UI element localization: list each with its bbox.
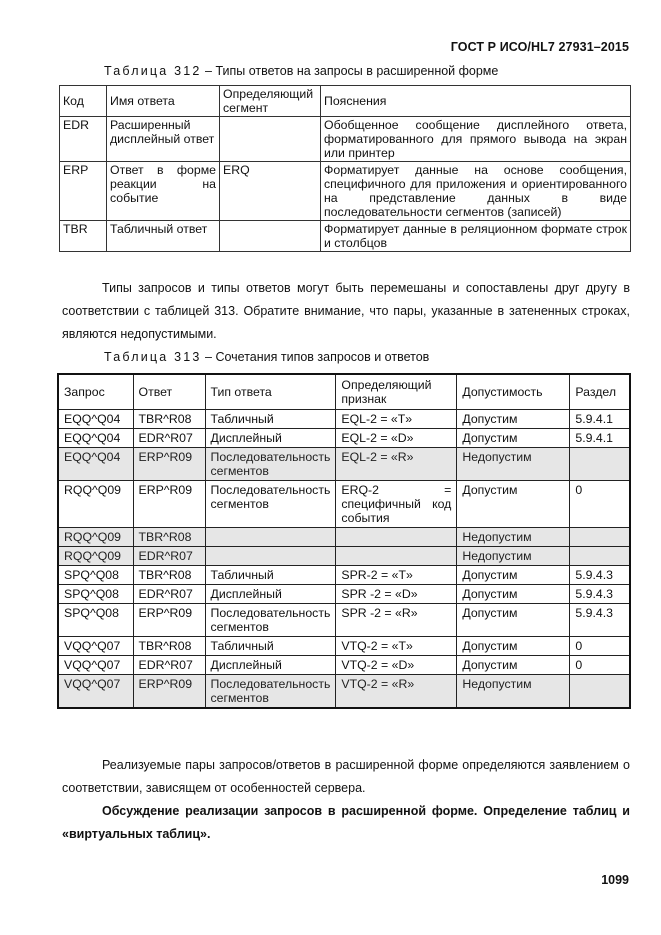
validity-cell: Допустим <box>457 410 570 429</box>
section-cell: 5.9.4.1 <box>570 410 630 429</box>
response-cell: EDR^R07 <box>133 547 205 566</box>
table-313-header-row <box>58 374 630 410</box>
paragraph-3-text: Обсуждение реализации запросов в расширенной форме. Определение таблиц и «виртуальных таблиц». <box>62 804 630 841</box>
table-312-header-row <box>60 86 631 117</box>
response-cell: EDR^R07 <box>133 656 205 675</box>
response-type-cell <box>205 547 336 566</box>
response-cell: EDR^R07 <box>133 585 205 604</box>
query-cell: SPQ^Q08 <box>58 566 133 585</box>
response-cell: EDR^R07 <box>133 429 205 448</box>
defining-feature-cell: SPR-2 = «T» <box>336 566 457 585</box>
name-cell: Ответ в форме реакции на событие <box>107 162 220 221</box>
section-cell: 5.9.4.3 <box>570 604 630 637</box>
response-type-cell: Последовательность сегментов <box>205 675 336 709</box>
validity-cell: Недопустим <box>457 448 570 481</box>
response-type-cell: Табличный <box>205 566 336 585</box>
table-313-caption-dash: – <box>201 350 216 364</box>
document-header: ГОСТ Р ИСО/HL7 27931–2015 <box>450 40 629 54</box>
table-row <box>58 410 630 429</box>
validity-cell: Допустим <box>457 637 570 656</box>
validity-cell: Допустим <box>457 481 570 528</box>
response-type-cell: Табличный <box>205 410 336 429</box>
query-cell: RQQ^Q09 <box>58 547 133 566</box>
table-row <box>58 585 630 604</box>
query-cell: VQQ^Q07 <box>58 637 133 656</box>
header-cell: Тип ответа <box>205 374 336 410</box>
page-number: 1099 <box>601 873 629 887</box>
table-313-caption-title: Сочетания типов запросов и ответов <box>215 350 430 364</box>
table-row <box>58 448 630 481</box>
table-313-caption-label: Таблица 313 <box>104 350 202 364</box>
table-312-caption-dash: – <box>201 64 216 78</box>
defining-feature-cell <box>336 547 457 566</box>
section-cell: 0 <box>570 481 630 528</box>
validity-cell: Допустим <box>457 656 570 675</box>
table-312-caption-title: Типы ответов на запросы в расширенной форме <box>215 64 499 78</box>
header-cell: Запрос <box>58 374 133 410</box>
section-cell <box>570 675 630 709</box>
code-cell: TBR <box>60 221 107 252</box>
paragraph-2-text: Реализуемые пары запросов/ответов в расширенной форме определяются заявлением о соответствии, зависящем от особенностей сервера. <box>62 758 630 795</box>
query-cell: VQQ^Q07 <box>58 675 133 709</box>
query-cell: RQQ^Q09 <box>58 481 133 528</box>
header-cell: Пояснения <box>321 86 631 117</box>
name-cell: Расширенный дисплейный ответ <box>107 117 220 162</box>
explanation-cell: Форматирует данные в реляционном формате строк и столбцов <box>321 221 631 252</box>
response-type-cell: Последовательность сегментов <box>205 604 336 637</box>
response-cell: ERP^R09 <box>133 448 205 481</box>
response-type-cell: Последовательность сегментов <box>205 448 336 481</box>
validity-cell: Допустим <box>457 585 570 604</box>
defining-feature-cell: SPR -2 = «R» <box>336 604 457 637</box>
response-cell: TBR^R08 <box>133 637 205 656</box>
query-cell: SPQ^Q08 <box>58 585 133 604</box>
query-cell: VQQ^Q07 <box>58 656 133 675</box>
table-313 <box>57 373 631 709</box>
defining-feature-cell: EQL-2 = «D» <box>336 429 457 448</box>
response-type-cell: Дисплейный <box>205 585 336 604</box>
table-row <box>58 481 630 528</box>
defining-feature-cell: SPR -2 = «D» <box>336 585 457 604</box>
table-row <box>58 528 630 547</box>
response-cell: ERP^R09 <box>133 675 205 709</box>
header-cell: Допустимость <box>457 374 570 410</box>
section-cell: 5.9.4.3 <box>570 566 630 585</box>
header-cell: Ответ <box>133 374 205 410</box>
paragraph-2 <box>62 754 630 800</box>
paragraph-1 <box>62 277 630 346</box>
explanation-cell: Форматирует данные на основе сообщения, специфичного для приложения и ориентированного на представление данных в виде последовательности сегментов (записей) <box>321 162 631 221</box>
defining-feature-cell: EQL-2 = «R» <box>336 448 457 481</box>
segment-cell <box>220 117 321 162</box>
header-cell: Раздел <box>570 374 630 410</box>
response-type-cell: Дисплейный <box>205 656 336 675</box>
name-cell: Табличный ответ <box>107 221 220 252</box>
section-cell: 0 <box>570 656 630 675</box>
header-cell: Определяющий сегмент <box>220 86 321 117</box>
validity-cell: Недопустим <box>457 547 570 566</box>
header-cell: Определяющий признак <box>336 374 457 410</box>
table-row <box>58 566 630 585</box>
response-cell: TBR^R08 <box>133 566 205 585</box>
code-cell: EDR <box>60 117 107 162</box>
section-cell <box>570 528 630 547</box>
response-cell: ERP^R09 <box>133 481 205 528</box>
validity-cell: Допустим <box>457 604 570 637</box>
table-row <box>58 675 630 709</box>
response-cell: ERP^R09 <box>133 604 205 637</box>
response-cell: TBR^R08 <box>133 410 205 429</box>
defining-feature-cell: ERQ-2 = специфичный код события <box>336 481 457 528</box>
query-cell: RQQ^Q09 <box>58 528 133 547</box>
defining-feature-cell: VTQ-2 = «R» <box>336 675 457 709</box>
defining-feature-cell: EQL-2 = «T» <box>336 410 457 429</box>
defining-feature-cell <box>336 528 457 547</box>
table-row <box>60 117 631 162</box>
table-row <box>58 547 630 566</box>
table-row <box>60 162 631 221</box>
validity-cell: Допустим <box>457 566 570 585</box>
table-row <box>58 637 630 656</box>
validity-cell: Допустим <box>457 429 570 448</box>
response-cell: TBR^R08 <box>133 528 205 547</box>
table-row <box>58 604 630 637</box>
table-313-caption <box>104 350 429 364</box>
section-cell: 5.9.4.3 <box>570 585 630 604</box>
section-cell <box>570 448 630 481</box>
query-cell: EQQ^Q04 <box>58 448 133 481</box>
table-312-caption <box>104 64 498 78</box>
segment-cell: ERQ <box>220 162 321 221</box>
section-cell: 5.9.4.1 <box>570 429 630 448</box>
header-cell: Имя ответа <box>107 86 220 117</box>
validity-cell: Недопустим <box>457 528 570 547</box>
response-type-cell: Дисплейный <box>205 429 336 448</box>
code-cell: ERP <box>60 162 107 221</box>
explanation-cell: Обобщенное сообщение дисплейного ответа, форматированного для прямого вывода на экран или принтер <box>321 117 631 162</box>
response-type-cell: Табличный <box>205 637 336 656</box>
defining-feature-cell: VTQ-2 = «T» <box>336 637 457 656</box>
query-cell: SPQ^Q08 <box>58 604 133 637</box>
table-313-body <box>58 374 630 708</box>
defining-feature-cell: VTQ-2 = «D» <box>336 656 457 675</box>
response-type-cell <box>205 528 336 547</box>
paragraph-1-text: Типы запросов и типы ответов могут быть перемешаны и сопоставлены друг другу в соответствии с таблицей 313. Обратите внимание, что пары, указанные в затененных строках, являются недопустимыми. <box>62 281 630 341</box>
section-cell <box>570 547 630 566</box>
validity-cell: Недопустим <box>457 675 570 709</box>
table-312 <box>59 85 631 252</box>
table-row <box>60 221 631 252</box>
header-cell: Код <box>60 86 107 117</box>
table-312-caption-label: Таблица 312 <box>104 64 202 78</box>
segment-cell <box>220 221 321 252</box>
table-row <box>58 656 630 675</box>
paragraph-3 <box>62 800 630 846</box>
section-cell: 0 <box>570 637 630 656</box>
query-cell: EQQ^Q04 <box>58 410 133 429</box>
table-row <box>58 429 630 448</box>
response-type-cell: Последовательность сегментов <box>205 481 336 528</box>
query-cell: EQQ^Q04 <box>58 429 133 448</box>
